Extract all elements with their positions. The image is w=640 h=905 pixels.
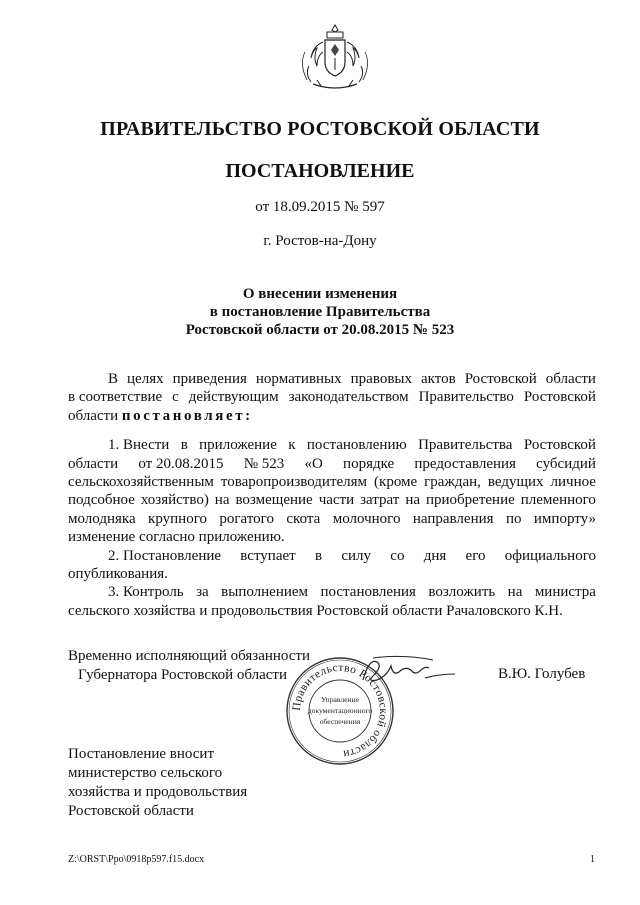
signatory-name: В.Ю. Голубев [498,666,586,682]
subject-line: в постановление Правительства [209,304,431,320]
item-2-line: опубликования. [68,566,168,583]
item-1-line: подсобное хозяйство) на возмещение части затрат на приобретение племенного [68,492,596,509]
signatory-title-line: Губернатора Ростовской области [78,667,288,683]
item-3-line: 3. Контроль за выполнением постановления возложить на министра [108,584,596,601]
page-number: 1 [590,854,595,865]
document-subject [0,285,640,339]
note-line: Ростовской области [68,803,194,819]
preamble-line: В целях приведения нормативных правовых актов Ростовской области [108,371,596,387]
coat-of-arms-emblem [295,22,375,92]
submitted-by-note [68,745,247,821]
note-line: хозяйства и продовольствия [68,784,248,800]
svg-text:документационного: документационного [307,706,373,715]
government-title: ПРАВИТЕЛЬСТВО РОСТОВСКОЙ ОБЛАСТИ [100,118,540,140]
note-line: министерство сельского [68,765,223,781]
footer-file-path: Z:\ORST\Ppo\0918p597.f15.docx [68,854,205,865]
handwritten-signature [355,650,465,692]
item-1-line: 1. Внести в приложение к постановлению Правительства Ростовской [108,437,596,454]
svg-text:Правительство Ростовской облас: Правительство Ростовской области [290,661,390,760]
item-1-line: сельскохозяйственным товаропроизводителям (кроме граждан, ведущих личное [68,474,596,491]
document-body [68,370,596,620]
item-1-line: области от 20.08.2015 № 523 «О порядке предоставления субсидий [68,455,596,472]
svg-text:Управление: Управление [320,695,360,704]
item-2-line: 2. Постановление вступает в силу со дня его официального [108,547,596,564]
document-date-number: от 18.09.2015 № 597 [255,199,385,215]
item-1-line: изменение согласно приложению. [68,529,285,546]
item-1-line: молодняка крупного рогатого скота молочного направления по импорту» [68,510,596,527]
note-line: Постановление вносит [68,746,215,762]
svg-text:обеспечения: обеспечения [319,717,361,726]
document-city: г. Ростов-на-Дону [263,233,377,249]
preamble-line: области постановляет: [68,407,253,424]
decree-word: постановляет: [121,407,253,424]
item-3-line: сельского хозяйства и продовольствия Ростовской области Рачаловского К.Н. [68,602,563,619]
subject-line: Ростовской области от 20.08.2015 № 523 [185,322,455,338]
subject-line: О внесении изменения [242,286,398,302]
document-type-title: ПОСТАНОВЛЕНИЕ [225,160,415,182]
preamble-line: в соответствие с действующим законодательством Правительство Ростовской [68,389,596,406]
signatory-title [68,647,310,685]
signatory-title-line: Временно исполняющий обязанности [68,648,311,664]
